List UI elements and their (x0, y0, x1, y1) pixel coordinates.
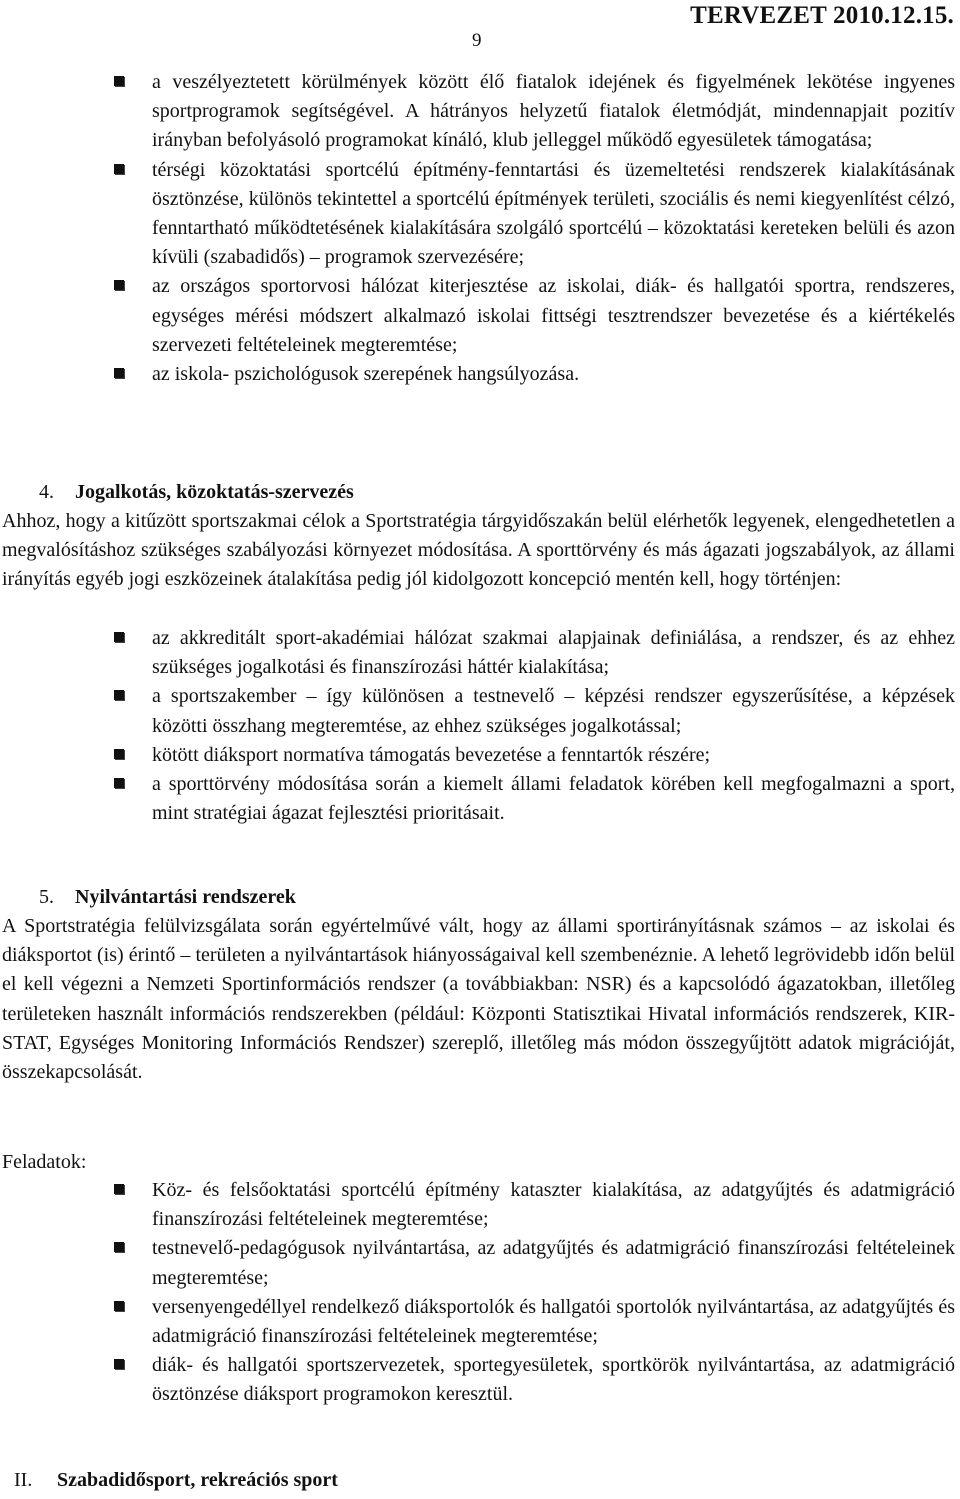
section-number: 5. (39, 886, 54, 908)
list-item-text: a veszélyeztetett körülmények között élő fiatalok idejének és figyelmének lekötése ingyenes sportprogramok segítségével. A hátrányos helyzetű fiatalok életmódját, mindennapjait pozitív irányban befolyásoló programokat kínáló, klub jelleggel működő egyesületek támogatása; (152, 71, 955, 152)
section-4-heading (39, 478, 354, 507)
section-4-paragraph: Ahhoz, hogy a kitűzött sportszakmai célok a Sportstratégia tárgyidőszakán belül elérhetők legyenek, elengedhetetlen a megvalósításhoz szükséges szabályozási környezet módosítása. A sporttörvény és más ágazati jogszabályok, az állami irányítás egyéb jogi eszközeinek átalakítása pedig jól kidolgozott koncepció mentén kell, hogy történjen: (2, 510, 955, 591)
list-item-text: versenyengedéllyel rendelkező diáksportolók és hallgatói sportolók nyilvántartása, az adatgyűjtés és adatmigráció finanszírozási feltételeinek megteremtése; (152, 1295, 955, 1348)
list-item-text: Köz- és felsőoktatási sportcélú építmény kataszter kialakítása, az adatgyűjtés és adatmigráció finanszírozási feltételeinek megteremtése; (152, 1179, 955, 1231)
section-title: Nyilvántartási rendszerek (75, 886, 296, 908)
bullet-square-icon (114, 368, 124, 378)
bullet-square-icon (114, 778, 124, 788)
list-item (152, 1351, 955, 1409)
list-item-text: az akkreditált sport-akadémiai hálózat szakmai alapjainak definiálása, a rendszer, és az ehhez szükséges jogalkotási és finanszírozási háttér kialakítása; (152, 627, 955, 679)
list-item (152, 741, 955, 770)
bullet-square-icon (114, 632, 124, 642)
section-title: Szabadidősport, rekreációs sport (57, 1469, 338, 1491)
bullet-square-icon (114, 164, 124, 174)
section-number: 4. (39, 481, 54, 503)
section-II-heading (14, 1466, 338, 1495)
bullet-square-icon (114, 76, 124, 86)
goals-list (152, 68, 955, 389)
list-item (152, 1293, 955, 1351)
list-item (152, 68, 955, 156)
bullet-square-icon (114, 280, 124, 290)
list-item-text: az országos sportorvosi hálózat kiterjesztése az iskolai, diák- és hallgatói sportra, rendszeres, egységes mérési módszert alkalmazó iskolai fittségi tesztrendszer bevezetése és a kiértékelés szervezeti feltételeinek megteremtése; (152, 275, 955, 356)
bullet-square-icon (114, 1301, 124, 1311)
section-5-paragraph: A Sportstratégia felülvizsgálata során egyértelművé vált, hogy az állami sportirányításnak számos – az iskolai és diáksportot (is) érintő – területen a nyilvántartások hiányosságaival kell szembenéznie. A lehető legrövidebb időn belül el kell végezni a Nemzeti Sportinformációs rendszer (a továbbiakban: NSR) és a kapcsolódó ágazatokban, illetőleg területeken használt információs rendszerekben (például: Központi Statisztikai Hivatal információs rendszerek, KIR-STAT, Egységes Monitoring Információs Rendszer) szereplő, illetőleg más módon összegyűjtött adatok migrációját, összekapcsolását. (2, 915, 955, 1084)
section-4-list (152, 624, 955, 828)
section-number: II. (14, 1469, 33, 1491)
bullet-square-icon (114, 690, 124, 700)
page-number: 9 (472, 30, 482, 51)
bullet-square-icon (114, 1184, 124, 1194)
bullet-square-icon (114, 1359, 124, 1369)
list-item-text: kötött diáksport normatíva támogatás bevezetése a fenntartók részére; (152, 743, 711, 766)
list-item-text: diák- és hallgatói sportszervezetek, sportegyesületek, sportkörök nyilvántartása, az adatmigráció ösztönzése diáksport programokon keresztül. (152, 1354, 955, 1406)
list-item (152, 682, 955, 740)
draft-stamp: TERVEZET 2010.12.15. (690, 2, 954, 29)
list-item (152, 1176, 955, 1234)
list-item-text: a sporttörvény módosítása során a kiemelt állami feladatok körében kell megfogalmazni a sport, mint stratégiai ágazat fejlesztési prioritásait. (152, 773, 955, 825)
list-item-text: az iskola- pszichológusok szerepének hangsúlyozása. (152, 363, 580, 386)
list-item (152, 156, 955, 273)
section-title: Jogalkotás, közoktatás-szervezés (75, 481, 354, 503)
list-item-text: testnevelő-pedagógusok nyilvántartása, az adatgyűjtés és adatmigráció finanszírozási feltételeinek megteremtése; (152, 1237, 955, 1289)
bullet-square-icon (114, 1242, 124, 1252)
list-item (152, 770, 955, 828)
list-item (152, 1234, 955, 1292)
list-item-text: a sportszakember – így különösen a testnevelő – képzési rendszer egyszerűsítése, a képzések közötti összhang megteremtése, az ehhez szükséges jogalkotással; (152, 685, 955, 737)
list-item-text: térségi közoktatási sportcélú építmény-fenntartási és üzemeltetési rendszerek kialakításának ösztönzése, különös tekintettel a sportcélú építmények területi, szociális és nemi kiegyenlítést célzó, fenntartható működtetésének kialakítására szolgáló sportcélú – közoktatási kereteken belüli és azon kívüli (szabadidős) – programok szervezésére; (152, 158, 955, 269)
section-5-heading (39, 883, 296, 912)
list-item (152, 272, 955, 360)
tasks-label: Feladatok: (2, 1151, 87, 1173)
bullet-square-icon (114, 749, 124, 759)
tasks-list (152, 1176, 955, 1410)
list-item (152, 624, 955, 682)
list-item (152, 360, 955, 389)
